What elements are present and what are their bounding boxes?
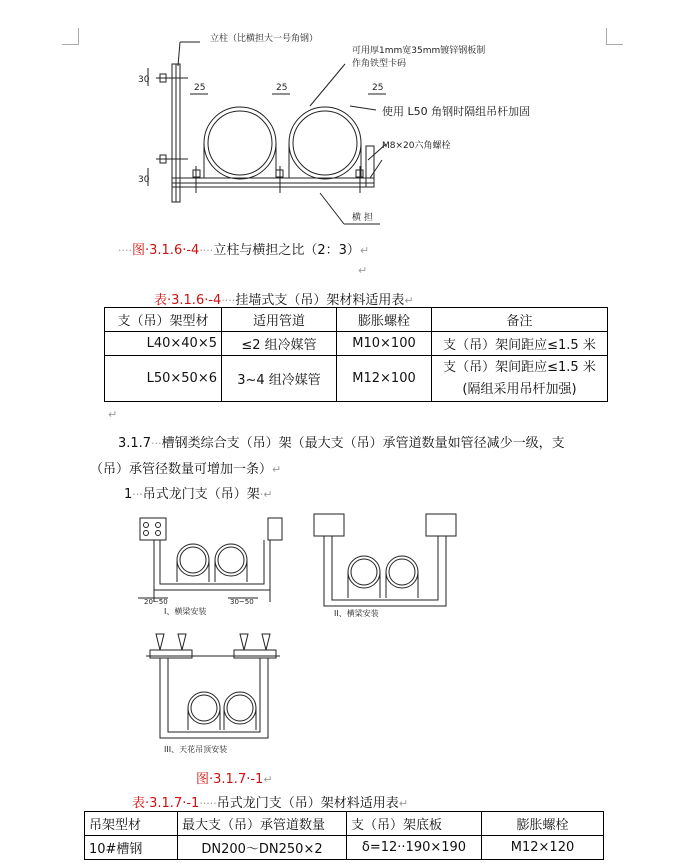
item-text: 吊式龙门支（吊）架 [142,487,260,502]
table-header-cell: 膨胀螺栓 [337,308,432,332]
label-drawing-3: III、天花吊顶安装 [164,745,228,754]
section-3-1-7-paragraph: 3.1.7···槽钢类综合支（吊）架（最大支（吊）承管道数量如管径减少一级，支 [118,436,565,451]
table-row [105,356,608,402]
empty-paragraph-mark: ↵ [358,264,368,277]
figure2-caption-number: 图·3.1.7·-1 [196,772,264,787]
table-cell-bolt: M12×100 [337,356,432,402]
table-cell-pipe: 3~4 组冷媒管 [222,356,337,402]
label-drawing-2: II、横梁安装 [334,609,379,618]
figure1-caption-number: 图·3.1.6·-4 [132,243,200,258]
section-text-line1: 槽钢类综合支（吊）架（最大支（吊）承管道数量如管径减少一级，支 [161,436,565,451]
section-number: 3.1.7 [118,436,152,451]
table-gantry-support-materials [84,811,604,860]
dim-25-b: 25 [276,83,288,93]
table1-title-number: 表·3.1.6·-4 [154,293,222,308]
table-header-row [105,308,608,332]
dim-20-50: 20~50 [144,598,168,606]
table-wall-support-materials [104,307,608,402]
table-cell-material: L50×50×6 [105,356,222,402]
dim-30-bottom: 30 [138,175,150,185]
dim-30-50: 30~50 [230,598,254,606]
table2-title-text: 吊式龙门支（吊）架材料适用表 [216,796,399,811]
table-row [105,332,608,356]
table-cell-plate: δ=12··190×190 [347,836,482,860]
table-header-cell: 支（吊）架型材 [105,308,222,332]
label-drawing-1: I、横梁安装 [164,607,207,616]
table2-title: 表·3.1.7·-1·····吊式龙门支（吊）架材料适用表↵ [132,796,409,811]
table-cell-note-line2: (隔组采用吊杆加强) [462,381,577,397]
label-bolt: M8×20六角螺栓 [382,141,451,151]
table-cell-bolt: M12×120 [482,836,604,860]
figure-wall-support-drawing [130,28,531,233]
figure1-caption-text: 立柱与横担之比（2：3） [213,243,360,258]
label-steel-sheet-2: 作角铁型卡码 [352,59,407,69]
item-1-heading: 1···吊式龙门支（吊）架·↵ [124,487,273,502]
figure2-caption: 图·3.1.7·-1↵ [196,772,273,787]
table1-title-text: 挂墙式支（吊）架材料适用表 [235,293,405,308]
table-header-cell: 支（吊）架底板 [347,812,482,836]
table-header-row [85,812,604,836]
dim-25-c: 25 [372,83,384,93]
table-header-cell: 吊架型材 [85,812,178,836]
item-number: 1 [124,487,133,502]
corner-mark-top-right [606,28,623,45]
table2-title-number: 表·3.1.7·-1 [132,796,200,811]
label-steel-sheet: 可用厚1mm宽35mm镀锌钢板制 [352,46,486,56]
label-crossarm: 横 担 [352,213,373,223]
table-cell-note [432,356,608,402]
table-cell-note: 支（吊）架间距应≤1.5 米 [432,332,608,356]
dim-30-top: 30 [138,75,150,85]
table-cell-material: 10#槽钢 [85,836,178,860]
table-cell-material: L40×40×5 [105,332,222,356]
empty-paragraph-mark: ↵ [108,408,118,421]
table-header-cell: 膨胀螺栓 [482,812,604,836]
table-cell-bolt: M10×100 [337,332,432,356]
figure1-caption: ····图·3.1.6·-4····立柱与横担之比（2：3）↵ [118,243,370,258]
table-row [85,836,604,860]
table-header-cell: 适用管道 [222,308,337,332]
table-cell-pipe: ≤2 组冷媒管 [222,332,337,356]
section-text-line2: （吊）承管径数量可增加一条） [90,462,273,477]
dim-25-a: 25 [194,83,206,93]
label-hanger-note: 使用 L50 角钢时隔组吊杆加固 [382,105,531,118]
figure-gantry-support-drawing [118,504,478,766]
table1-title: 表·3.1.6·-4····挂墙式支（吊）架材料适用表↵ [154,293,414,308]
table-cell-pipes: DN200～DN250×2 [178,836,347,860]
corner-mark-top-left [62,28,79,45]
table-header-cell: 最大支（吊）承管道数量 [178,812,347,836]
label-column: 立柱（比横担大一号角钢） [210,34,319,44]
table-cell-note-line1: 支（吊）架间距应≤1.5 米 [443,359,596,375]
section-text-line2-wrap: （吊）承管径数量可增加一条）↵ [90,462,282,477]
table-header-cell: 备注 [432,308,608,332]
